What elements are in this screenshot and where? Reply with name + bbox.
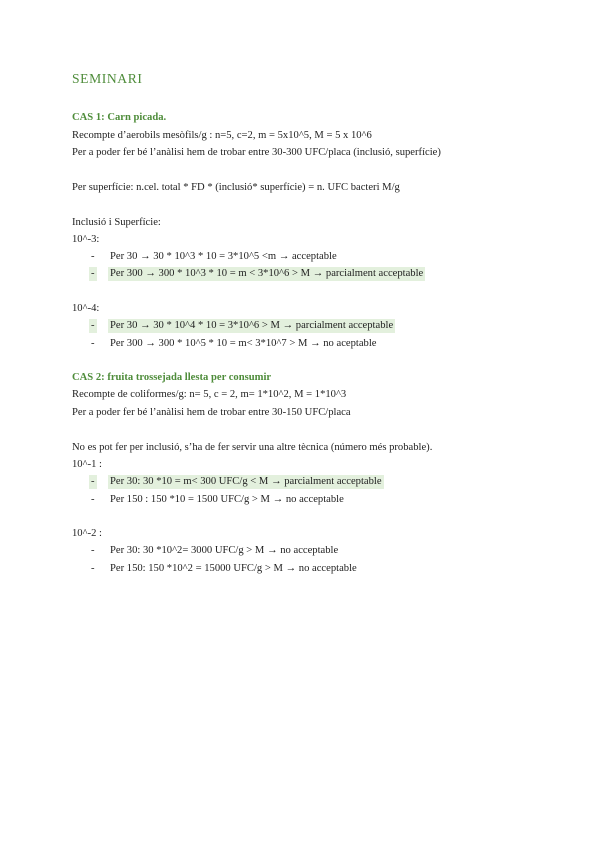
list-item-text: Per 300 → 300 * 10^3 * 10 = m < 3*10^6 > M → parcialment acceptable bbox=[110, 268, 424, 279]
case2-requirement: Per a poder fer bé l’anàlisi hem de trobar entre 30-150 UFC/placa bbox=[72, 407, 351, 418]
list-item-text: Per 150: 150 *10^2 = 15000 UFC/g > M → no acceptable bbox=[110, 563, 357, 574]
case2-title: CAS 2: fruita trossejada llesta per consumir bbox=[72, 372, 272, 383]
case1-formula: Per superfície: n.cel. total * FD * (inclusió* superfície) = n. UFC bacteri M/g bbox=[72, 182, 400, 193]
case1-method-label: Inclusió i Superfície: bbox=[72, 217, 161, 228]
bullet-dash: - bbox=[91, 338, 95, 349]
case1-recompte: Recompte d’aerobils mesòfils/g : n=5, c=2, m = 5x10^5, M = 5 x 10^6 bbox=[72, 130, 372, 141]
list-item-text: Per 30 → 30 * 10^4 * 10 = 3*10^6 > M → parcialment acceptable bbox=[110, 320, 394, 331]
case1-dilution2-label: 10^-4: bbox=[72, 303, 100, 314]
page-title: SEMINARI bbox=[72, 71, 143, 86]
list-item-text: Per 30: 30 *10^2= 3000 UFC/g > M → no acceptable bbox=[110, 545, 339, 556]
case1-title: CAS 1: Carn picada. bbox=[72, 112, 167, 123]
case2-note: No es pot fer per inclusió, s’ha de fer servir una altre tècnica (número més probable). bbox=[72, 442, 433, 453]
case2-dilution2-label: 10^-2 : bbox=[72, 528, 102, 539]
case2-recompte: Recompte de coliformes/g: n= 5, c = 2, m= 1*10^2, M = 1*10^3 bbox=[72, 389, 347, 400]
list-item-text: Per 150 : 150 *10 = 1500 UFC/g > M → no acceptable bbox=[110, 494, 344, 505]
bullet-dash: - bbox=[91, 268, 95, 279]
bullet-dash: - bbox=[91, 320, 95, 331]
bullet-dash: - bbox=[91, 494, 95, 505]
bullet-dash: - bbox=[91, 563, 95, 574]
list-item-text: Per 300 → 300 * 10^5 * 10 = m< 3*10^7 > M → no aceptable bbox=[110, 338, 377, 349]
bullet-dash: - bbox=[91, 476, 95, 487]
case1-dilution1-label: 10^-3: bbox=[72, 234, 100, 245]
bullet-dash: - bbox=[91, 545, 95, 556]
case2-dilution1-label: 10^-1 : bbox=[72, 459, 102, 470]
case1-requirement: Per a poder fer bé l’anàlisi hem de trobar entre 30-300 UFC/placa (inclusió, superfície) bbox=[72, 147, 441, 158]
bullet-dash: - bbox=[91, 251, 95, 262]
list-item-text: Per 30 → 30 * 10^3 * 10 = 3*10^5 <m → acceptable bbox=[110, 251, 337, 262]
list-item-text: Per 30: 30 *10 = m< 300 UFC/g < M → parcialment acceptable bbox=[110, 476, 382, 487]
